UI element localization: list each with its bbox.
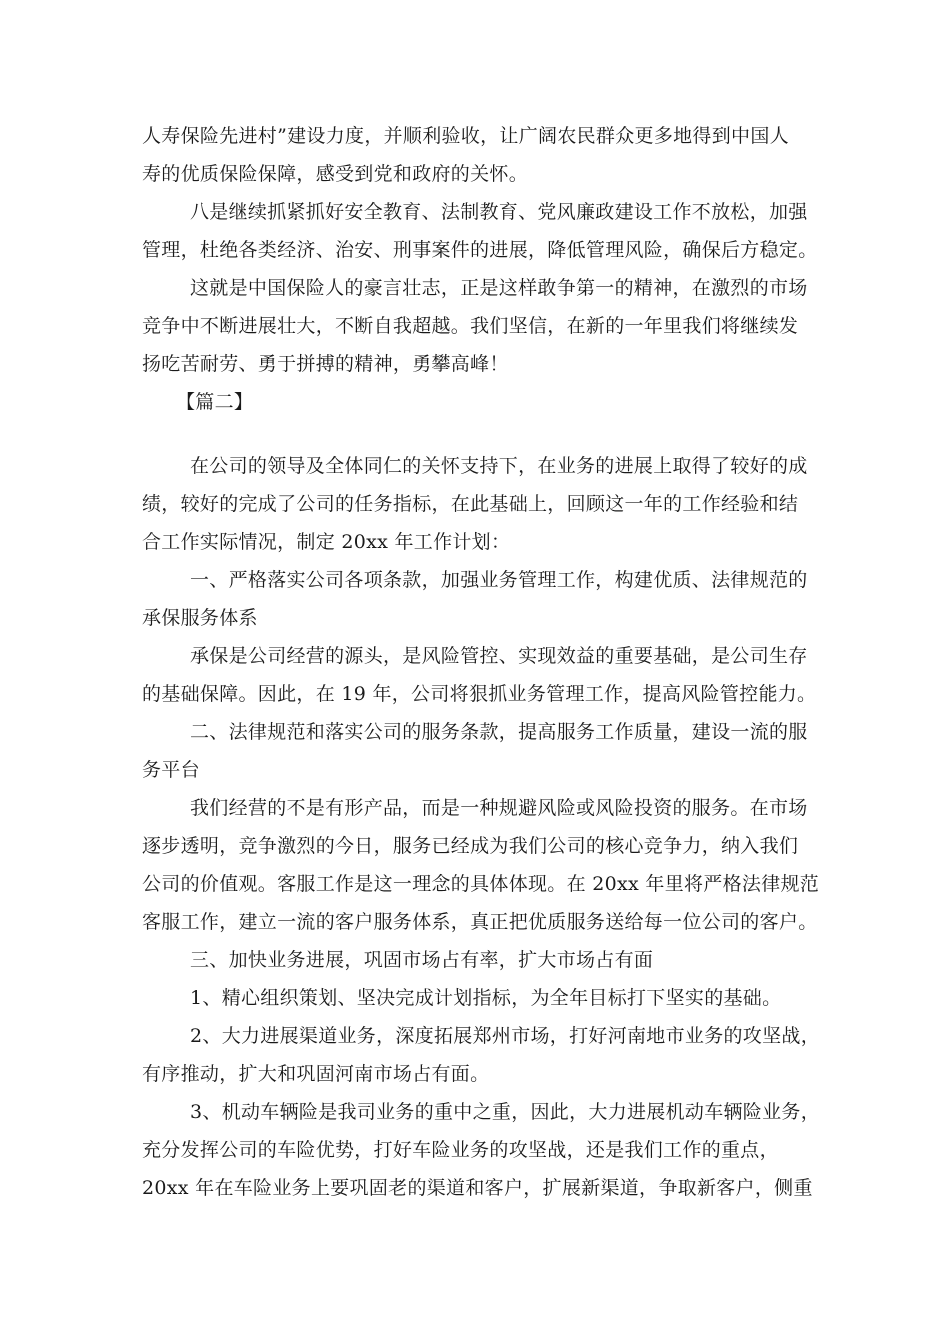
text-line: 客服工作，建立一流的客户服务体系，真正把优质服务送给每一位公司的客户。 (142, 911, 818, 933)
text-line: 的基础保障。因此，在 19 年，公司将狠抓业务管理工作，提高风险管控能力。 (142, 683, 817, 705)
paragraph-start-line: 在公司的领导及全体同仁的关怀支持下，在业务的进展上取得了较好的成 (190, 455, 808, 477)
text-line: 管理，杜绝各类经济、治安、刑事案件的进展，降低管理风险，确保后方稳定。 (142, 239, 818, 261)
item-heading-line: 一、严格落实公司各项条款，加强业务管理工作，构建优质、法律规范的 (190, 569, 808, 591)
text-line: 充分发挥公司的车险优势，打好车险业务的攻坚战，还是我们工作的重点， (142, 1139, 779, 1161)
paragraph-start-line: 这就是中国保险人的豪言壮志，正是这样敢争第一的精神，在激烈的市场 (190, 277, 808, 299)
text-line: 20xx 年在车险业务上要巩固老的渠道和客户，扩展新渠道，争取新客户，侧重 (142, 1177, 813, 1199)
text-line: 公司的价值观。客服工作是这一理念的具体体现。在 20xx 年里将严格法律规范 (142, 873, 820, 895)
text-line: 人寿保险先进村”建设力度，并顺利验收，让广阔农民群众更多地得到中国人 (142, 125, 789, 147)
list-item-line: 2、大力进展渠道业务，深度拓展郑州市场，打好河南地市业务的攻坚战， (190, 1025, 820, 1047)
text-line: 逐步透明，竞争激烈的今日，服务已经成为我们公司的核心竞争力，纳入我们 (142, 835, 799, 857)
text-line: 扬吃苦耐劳、勇于拼搏的精神，勇攀高峰！ (142, 353, 509, 375)
list-item-line: 3、机动车辆险是我司业务的重中之重，因此，大力进展机动车辆险业务， (190, 1101, 820, 1123)
text-line: 竞争中不断进展壮大，不断自我超越。我们坚信，在新的一年里我们将继续发 (142, 315, 799, 337)
text-line: 务平台 (142, 759, 200, 781)
paragraph-start-line: 八是继续抓紧抓好安全教育、法制教育、党风廉政建设工作不放松，加强 (190, 201, 808, 223)
text-line: 合工作实际情况，制定 20xx 年工作计划： (142, 531, 511, 553)
text-line: 有序推动，扩大和巩固河南市场占有面。 (142, 1063, 490, 1085)
text-line: 绩，较好的完成了公司的任务指标，在此基础上，回顾这一年的工作经验和结 (142, 493, 799, 515)
item-heading-line: 三、加快业务进展，巩固市场占有率，扩大市场占有面 (190, 949, 654, 971)
item-heading-line: 二、法律规范和落实公司的服务条款，提高服务工作质量，建设一流的服 (190, 721, 808, 743)
paragraph-start-line: 我们经营的不是有形产品，而是一种规避风险或风险投资的服务。在市场 (190, 797, 808, 819)
text-line: 寿的优质保险保障，感受到党和政府的关怀。 (142, 163, 529, 185)
paragraph-start-line: 承保是公司经营的源头，是风险管控、实现效益的重要基础，是公司生存 (190, 645, 808, 667)
list-item-line: 1、精心组织策划、坚决完成计划指标，为全年目标打下坚实的基础。 (190, 987, 782, 1009)
text-line: 承保服务体系 (142, 607, 258, 629)
section-heading: 【篇二】 (176, 391, 254, 413)
